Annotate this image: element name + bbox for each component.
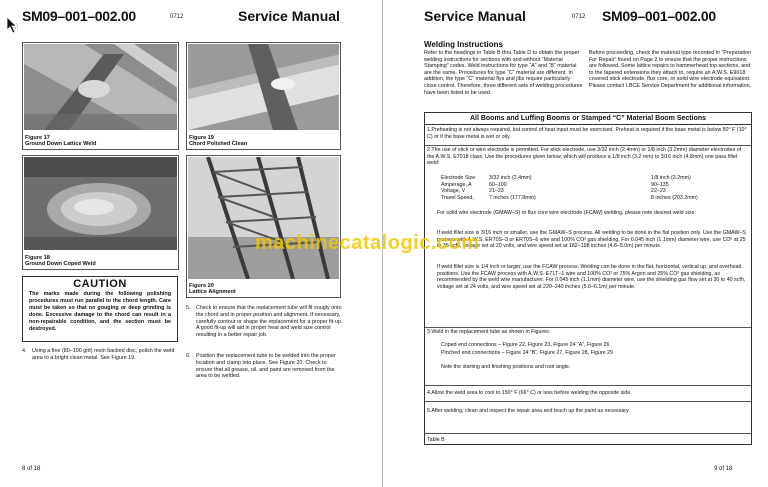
table-row: 5.After welding, clean and inspect the repair area and touch up the paint as necessary. [425,402,751,434]
section-heading: Welding Instructions [424,40,503,49]
figure-17 [22,42,179,150]
figure-18-image [24,157,177,250]
figure-17-image [24,44,177,130]
figure-20 [186,155,341,298]
param-v1: 21–23 [489,188,504,194]
param-v1: 60–100 [489,181,507,188]
figure-18 [22,155,179,270]
caution-title: CAUTION [73,278,127,290]
caution-box [22,276,178,342]
param-v2: 90–135 [651,181,669,188]
table-b [424,112,752,445]
param-row [441,195,741,202]
figure-19-image [188,44,339,130]
page-footer-left: 8 of 18 [22,466,41,472]
figure-20-image [188,157,339,279]
row-2-wire-note: For solid wire electrode (GMAW–S) or flux core wire electrode (FCAW) welding, please note desired weld size: [437,210,696,216]
param-label: Voltage, V [441,188,466,194]
page-footer-right: 9 of 18 [714,466,733,472]
step-6: 6. Position the replacement tube to be welded into the proper location and clamp into place. See Figure 20. Check to ensure that all grease, oil, and paint are removed from the area to be welded. [186,353,336,380]
param-v2: 1/8 inch (3.2mm) [651,175,691,181]
intro-right: Before proceeding, check the material type recorded in “Preparation For Repair” found on Page 2 to ensure that the proper instructions are followed. Some lattice repairs to hammerhead top sections, and to the tapered extensions they attach to, require an A.W.S. E9018 covered stick electrode, flux core, or solid wire electrode equivalent. Please contact LBCE Service Department for additional information. [589,50,752,89]
param-v2: 8 inches (203.2mm) [651,194,698,201]
param-label: Amperage, A [441,181,472,188]
table-row: 1.Preheating is not always required, but control of heat input must be exercised. Preheat is required if the base metal is below 50° F (10° C) or if the base metal is wet or oily. [425,126,751,146]
param-label: Travel Speed, [441,194,474,201]
doc-number-right: SM09–001–002.00 [602,8,716,24]
intro-left: Refer to the headings in Table B thru Table D to obtain the proper welding instructions for sections with and without “Material Stamping” codes. Weld instructions for type “A” and “B” material are the same. Procedures for type “C” material are different. In addition, the type “C” material flys and jibs require particularly close control. Therefore, three different sets of welding procedures have been listed to be used. [424,50,583,96]
param-label: Electrode Size [441,175,476,181]
figure-17-caption: Figure 17 Ground Down Lattice Weld [25,134,97,148]
param-table [441,175,741,201]
caution-text: The marks made during the following polishing procedures must run parallel to the chord length. Care must be taken so that no gouging or deep grinding is done. Excessive damage to the chord can result in a non-repairable condition, and the section must be destroyed. [29,291,171,332]
mouse-cursor-icon [6,16,18,34]
row-2-gmaw: If weld fillet size is 3/16 inch or smaller, use the GMAW–S process. All welding to be done in the flat position only. Use the GMAW–S process with A.W.S. ER70S–3 or ER70S–6 wire and 100% CO² gas shielding. For 0.045 inch (1.1mm) diameter wire, use CO² at 25 to 35 scfh, voltage set at 20 volts, and wire speed set at 182–198 inches (4.6–5.0m) per minute. [437,230,746,249]
param-v1: 3/32 inch (2.4mm) [489,175,532,181]
step-4: 4. Using a fine (80–100 grit) resin backed disc, polish the weld area to a bright clean metal. See Figure 19. [22,348,175,361]
figure-18-caption: Figure 18 Ground Down Coped Weld [25,254,96,268]
watermark: machinecatalogic.com [255,232,480,254]
table-row: 3.Weld in the replacement tube as shown in Figures: Coped end connections – Figure 22, Figure 23, Figure 24 “A”, Figure 26 Pinched end connections – Figure 24 “B”, Figure 27, Figure 28, Figure 29 Note the starting and finishing positions and root angle. [425,328,751,386]
figure-19 [186,42,341,150]
row-2-intro: 2.The use of stick or wire electrode is permitted. For stick electrode, use 3/32 inch (2.4mm) or 1/8 inch (3.2mm) diameter electrodes of the A.W.S. E7018 class. Use the procedures given below, which will produce a 1/8 inch (3.2 mm) to 3/16 inch (4.8mm) one pass fillet weld: [427,147,742,166]
doc-number: SM09–001–002.00 [22,8,136,24]
table-title: All Booms and Luffing Booms or Stamped “C” Material Boom Sections [425,113,751,125]
revision: 0712 [170,14,184,20]
page-title: Service Manual [238,8,340,24]
figure-19-caption: Figure 19 Chord Polished Clean [189,134,248,148]
row-2-fcaw: If weld fillet size is 1/4 inch or larger, use the FCAW process. Welding can be done in the flat, horizontal, vertical up, and overhead positions. Use the FCAW process with A.W.S. E71T–1 wire and 100% CO² or 75% Argon and 25% CO² gas shielding, as recommended by the weld wire manufacturer. For 0.045 inch (1.1mm) diameter wire, use the shielding gas flow set at 30 to 40 scfh, voltage set at 24 volts, and wire speed set at 220–240 inches (5.6–6.1m) per minute. [437,264,746,290]
param-v1: 7 inches (177.8mm) [489,194,536,201]
page-title-right: Service Manual [424,8,526,24]
figure-20-caption: Figure 20 Lattice Alignment [189,282,236,296]
step-5: 5. Check to ensure that the replacement tube will fit snugly onto the chord and in proper position and alignment. If necessary, carefully contour or shape the replacement for a proper fit-up. A good fit-up will aid in proper heat and weld size control resulting in a better repair job. [186,305,343,339]
revision-right: 0712 [572,14,586,20]
param-v2: 22–23 [651,188,666,194]
table-row: 4.Allow the weld area to cool to 150° F (66° C) or less before welding the opposite side. [425,386,751,402]
table-label: Table B [427,437,445,443]
